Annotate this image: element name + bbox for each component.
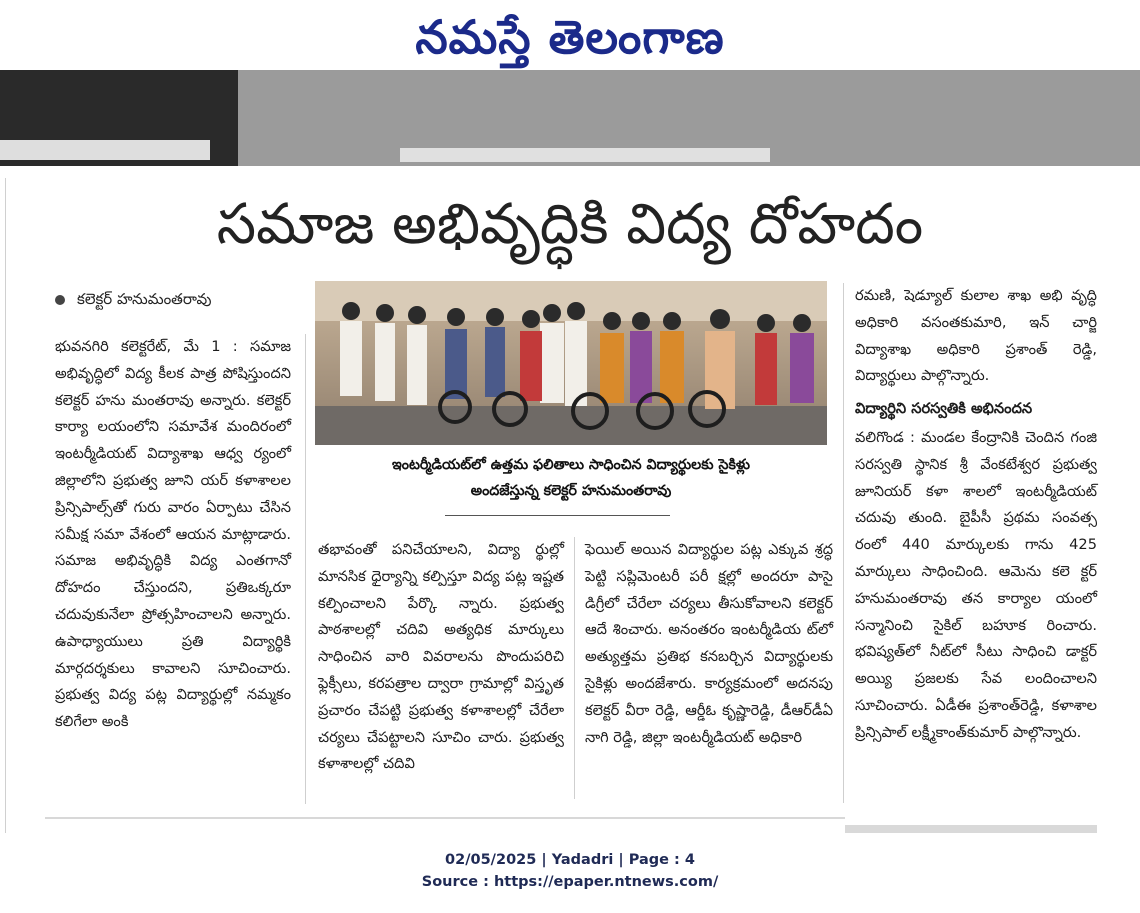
header-band — [0, 70, 1140, 166]
column-3-text: ఫెయిల్ అయిన విద్యార్థుల పట్ల ఎక్కువ శ్రద్ధ పెట్టి సప్లిమెంటరీ పరీ క్షల్లో అందరూ పాసై డిగ్రీలో చేరేలా చర్యలు తీసుకోవాలని కలెక్టర్ ఆదే శించారు. అనంతరం ఇంటర్మీడియ ట్‌లో అత్యుత్తమ ప్రతిభ కనబర్చిన విద్యార్థులకు సైకిళ్లు అందజేశారు. కార్యక్రమంలో అదనపు కలెక్టర్ వీరా రెడ్డి, ఆర్డీఓ కృష్ణారెడ్డి, డీఆర్‌డీఏ నాగి రెడ్డి, జిల్లా ఇంటర్మీడియట్ అధికారి — [585, 541, 833, 746]
column-2-text: తభావంతో పనిచేయాలని, విద్యా ర్థుల్లో మానసిక ధైర్యాన్ని కల్పిస్తూ విద్య పట్ల ఇష్టత కల్పించాలని పేర్కొ న్నారు. ప్రభుత్వ పాఠశాలల్లో చదివి అత్యధిక మార్కులు సాధించిన వారి వివరాలను పొందుపరిచి ఫ్లెక్సీలు, కరపత్రాల ద్వారా గ్రామాల్లో విస్తృత ప్రచారం చేపట్టి ప్రభుత్వ కళాశాలల్లో చేరేలా చర్యలు చేపట్టాలని సూచిం చారు. ప్రభుత్వ కళాశాలల్లో చదివి — [318, 541, 564, 773]
page-footer — [0, 849, 1140, 893]
page-bottom-grey-bar — [845, 825, 1097, 833]
photo-illustration — [315, 281, 827, 445]
footer-source: Source : https://epaper.ntnews.com/ — [421, 874, 719, 890]
article-column-1 — [55, 334, 291, 736]
column-1-text: భువనగిరి కలెక్టరేట్, మే 1 : సమాజ అభివృద్ధిలో విద్య కీలక పాత్ర పోషిస్తుందని కలెక్టర్ హను మంతరావు అన్నారు. కలెక్టర్ కార్యా లయంలోని సమావేశ మందిరంలో ఇంటర్మీడియట్ విద్యాశాఖ ఆధ్వ ర్యంలో జిల్లాలోని ప్రభుత్వ జూని యర్ కళాశాలల ప్రిన్సిపాల్స్‌తో గురు వారం ఏర్పాటు చేసిన సమీక్ష సమా వేశంలో ఆయన మాట్లాడారు. సమాజ అభివృద్ధికి విద్య ఎంతగానో దోహదం చేస్తుందని, ప్రతిఒక్కరూ చదువుకునేలా ప్రోత్సహించాలని అన్నారు. ఉపాధ్యాయులు ప్రతి విద్యార్థికి మార్గదర్శకులు కావాలని సూచించారు. ప్రభుత్వ విద్య పట్ల విద్యార్థుల్లో నమ్మకం కలిగేలా అంకి — [55, 338, 291, 731]
article-photo — [315, 281, 827, 445]
header-band-fragment-center — [400, 148, 770, 162]
article-column-3 — [585, 537, 833, 751]
newspaper-logo: నమస్తే తెలంగాణ — [415, 10, 725, 64]
bullet-icon — [55, 295, 65, 305]
page-bottom-rule — [45, 817, 845, 819]
footer-date-edition: 02/05/2025 | Yadadri | Page : 4 — [445, 852, 695, 868]
photo-caption-line-2: అందజేస్తున్న కలెక్టర్ హనుమంతరావు — [470, 483, 672, 499]
photo-caption — [318, 452, 824, 504]
header-band-fragment-left — [0, 140, 210, 160]
column-divider — [305, 334, 306, 804]
article-column-4 — [855, 283, 1097, 747]
column-divider — [574, 537, 575, 799]
article-byline — [55, 290, 305, 312]
photo-caption-line-1: ఇంటర్మీడియట్‌లో ఉత్తమ ఫలితాలు సాధించిన విద్యార్థులకు సైకిళ్లు — [391, 457, 750, 473]
caption-rule — [445, 515, 670, 516]
column-divider — [843, 283, 844, 803]
article-column-2 — [318, 537, 564, 778]
byline-text: కలెక్టర్ హనుమంతరావు — [77, 290, 212, 308]
article-headline: సమాజ అభివృద్ధికి విద్య దోహదం — [216, 192, 924, 257]
column-4-body-text: వలిగొండ : మండల కేంద్రానికి చెందిన గంజి సరస్వతి స్థానిక శ్రీ వేంకటేశ్వర ప్రభుత్వ జూనియర్ కళా శాలలో ఇంటర్మీడియట్ చదువు తుంది. బైపీసీ ప్రథమ సంవత్స రంలో 440 మార్కులకు గాను 425 మార్కులు సాధించింది. ఆమెను కలె క్టర్ హనుమంతరావు తన కార్యాల యంలో సన్మానించి సైకిల్ బహూక రించారు. భవిష్యత్‌లో నీట్‌లో సీటు సాధించి డాక్టర్ అయ్యి ప్రజలకు సేవ లందించాలని సూచించారు. ఏడీఈ ప్రశాంత్‌రెడ్డి, కళాశాల ప్రిన్సిపాల్ లక్ష్మీకాంత్‌కుమార్ పాల్గొన్నారు. — [855, 428, 1097, 741]
sub-headline: విద్యార్థిని సరస్వతికి అభినందన — [855, 400, 1033, 418]
masthead — [0, 0, 1140, 72]
column-4-top-text: రమణి, షెడ్యూల్ కులాల శాఖ అభి వృద్ధి అధికారి వసంతకుమారి, ఇన్ చార్జి విద్యాశాఖ అధికారి ప్రశాంత్ రెడ్డి, విద్యార్థులు పాల్గొన్నారు. — [855, 287, 1097, 385]
